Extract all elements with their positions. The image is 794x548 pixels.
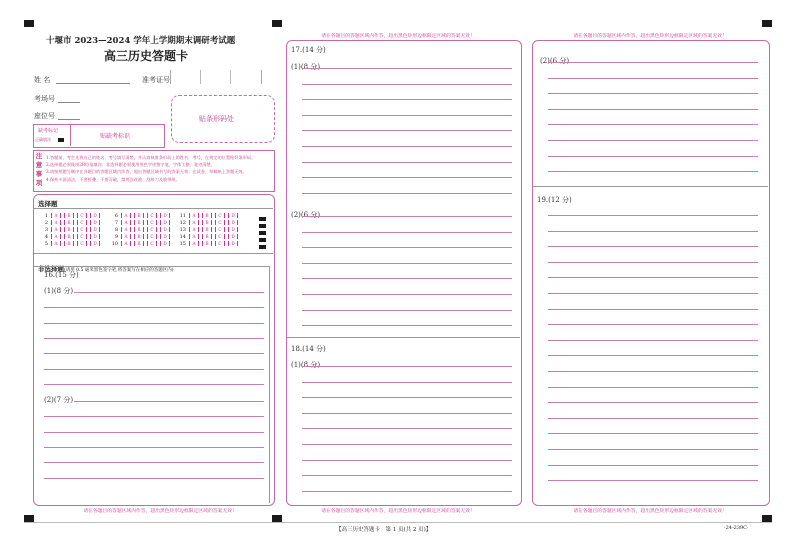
answer-line[interactable] [302,310,512,311]
seat-field[interactable] [58,119,80,120]
ticket-label: 准考证号 [142,76,170,84]
footer-rule [24,522,772,523]
answer-line[interactable] [302,146,512,147]
name-field[interactable] [56,83,130,84]
answer-line[interactable] [302,428,512,429]
answer-line[interactable] [302,68,512,69]
answer-line[interactable] [302,460,512,461]
q18-part2: (2)(6 分) [540,57,570,65]
registration-mark [762,20,772,27]
absent-label: 缺考标记 [38,128,59,134]
answer-line[interactable] [302,177,512,178]
mc-row[interactable]: 7 A B C D [108,220,173,226]
registration-mark [272,515,282,522]
q17-part1: (1)(8 分) [291,63,321,71]
answer-line[interactable] [548,78,758,79]
q17-title: 17.(14 分) [291,46,326,54]
answer-line[interactable] [548,262,758,263]
answer-line[interactable] [74,292,264,293]
answer-line[interactable] [44,416,264,417]
registration-mark [272,20,282,27]
warning-bottom-middle: 请在各题目的答题区域内作答，超出黑色矩形边框限定区域的答案无效！ [321,509,475,514]
answer-line[interactable] [302,84,512,85]
warning-bottom-right: 请在各题目的答题区域内作答，超出黑色矩形边框限定区域的答案无效！ [573,509,727,514]
barcode-label: 贴条形码处 [199,115,234,123]
q18-title: 18.(14 分) [291,345,326,353]
answer-line[interactable] [548,340,758,341]
card-title: 高三历史答题卡 [104,49,189,63]
timing-marks [259,214,266,249]
answer-line[interactable] [548,246,758,247]
answer-line[interactable] [302,444,512,445]
answer-line[interactable] [548,231,758,232]
answer-line[interactable] [548,433,758,434]
answer-line[interactable] [44,478,264,479]
mc-row[interactable]: 6 A B C D [108,213,173,219]
question-divider [287,337,520,338]
answer-line[interactable] [44,307,264,308]
answer-line[interactable] [302,130,512,131]
q16-part2: (2)(7 分) [44,396,74,404]
answer-line[interactable] [548,324,758,325]
answer-line[interactable] [548,449,758,450]
answer-line[interactable] [302,247,512,248]
ticket-number-boxes[interactable] [170,70,262,84]
mc-row[interactable]: 1 A B C D [38,213,103,219]
answer-line[interactable] [548,93,758,94]
warning-top-right: 请在各题目的答题区域内作答，超出黑色矩形边框限定区域的答案无效！ [573,34,727,39]
answer-panel-middle [286,40,522,506]
answer-line[interactable] [548,293,758,294]
answer-line[interactable] [44,384,264,385]
mc-row[interactable]: 5 A B C D [38,241,103,247]
seat-label: 座位号 [34,112,55,120]
answer-line[interactable] [302,232,512,233]
q18-part1: (1)(8 分) [291,361,321,369]
mc-row[interactable]: 14 A B C D [176,234,241,240]
answer-line[interactable] [44,338,264,339]
answer-line[interactable] [548,124,758,125]
absent-sticker-label: 贴缺考标识 [100,133,131,140]
answer-line[interactable] [44,462,264,463]
answer-line[interactable] [302,193,512,194]
q17-part2: (2)(6 分) [291,211,321,219]
answer-line[interactable] [548,215,758,216]
question-divider [533,186,768,187]
answer-line[interactable] [548,156,758,157]
mc-row[interactable]: 15 A B C D [176,241,241,247]
mc-row[interactable]: 13 A B C D [176,227,241,233]
answer-line[interactable] [302,263,512,264]
name-label: 姓 名 [34,76,51,84]
q16-part1: (1)(8 分) [44,287,74,295]
answer-line[interactable] [302,397,512,398]
answer-line[interactable] [44,369,264,370]
room-field[interactable] [58,102,80,103]
registration-mark [24,20,34,27]
mc-row[interactable]: 4 A B C D [38,234,103,240]
answer-line[interactable] [302,162,512,163]
answer-line[interactable] [44,323,264,324]
q19-title: 19.(12 分) [537,196,572,204]
absent-sub: 正确填涂 [35,137,51,142]
answer-line[interactable] [548,387,758,388]
answer-line[interactable] [302,382,512,383]
mc-title: 选择题 [38,200,58,208]
answer-line[interactable] [548,465,758,466]
answer-line[interactable] [302,278,512,279]
warning-top-middle: 请在各题目的答题区域内作答，超出黑色矩形边框限定区域的答案无效！ [321,34,475,39]
registration-mark [762,515,772,522]
answer-line[interactable] [548,109,758,110]
mc-row[interactable]: 9 A B C D [108,234,173,240]
nonmc-title: 非选择题(请用 0.5 毫米黑色签字笔,将答案写在相应的答题区内) [38,265,174,273]
answer-line[interactable] [548,402,758,403]
answer-line[interactable] [302,413,512,414]
answer-line[interactable] [548,480,758,481]
footer-code: ·24-239C· [724,525,749,531]
warning-bottom-left: 请在各题目的答题区域内作答，超出黑色矩形边框限定区域的答案无效！ [83,509,237,514]
answer-line[interactable] [302,475,512,476]
notice-title: 注 意 事 项 [35,152,43,187]
q16-title: 16.(15 分) [44,271,79,279]
mc-row[interactable]: 8 A B C D [108,227,173,233]
answer-line[interactable] [548,62,758,63]
answer-line[interactable] [302,491,512,492]
room-label: 考场号 [34,95,55,103]
answer-line[interactable] [302,366,512,367]
answer-line[interactable] [302,115,512,116]
footer-page: 【高三历史答题卡 第 1 页(共 2 页)】 [336,527,432,533]
answer-line[interactable] [548,355,758,356]
answer-line[interactable] [302,99,512,100]
mc-row[interactable]: 11 A B C D [176,213,241,219]
answer-line[interactable] [548,140,758,141]
registration-mark [24,515,34,522]
answer-line[interactable] [44,432,264,433]
filled-example [58,138,64,142]
answer-line[interactable] [302,216,512,217]
answer-line[interactable] [302,325,512,326]
answer-line[interactable] [548,277,758,278]
answer-line[interactable] [548,371,758,372]
mc-row[interactable]: 12 A B C D [176,220,241,226]
answer-line[interactable] [44,353,264,354]
answer-line[interactable] [74,401,264,402]
mc-row[interactable]: 10 A B C D [108,241,173,247]
mc-row[interactable]: 2 A B C D [38,220,103,226]
exam-title: 十堰市 2023—2024 学年上学期期末调研考试题 [46,36,236,46]
answer-line[interactable] [548,418,758,419]
answer-line[interactable] [302,294,512,295]
answer-line[interactable] [548,309,758,310]
answer-line[interactable] [44,447,264,448]
answer-panel-right [532,40,770,506]
mc-row[interactable]: 3 A B C D [38,227,103,233]
notice-lines: 1.答题前，考生先将自己的姓名、考号填写清楚，并认真核准条形码上的姓名、考号，在规定的位置贴好条形码。 2.选择题必须使用2B铅笔填涂；非选择题必须使用黑色字迹签字笔，字体工整、笔迹清楚。 3.请按照题号顺序在各题目的答题区域内作答，超出答题区域书写的答案无效；在试卷、草稿纸上答题无效。 4.保持卡面清洁，不要折叠、不要弄破，禁用涂改液、刮纸刀及胶带纸。 [46,155,256,182]
answer-line[interactable] [548,171,758,172]
